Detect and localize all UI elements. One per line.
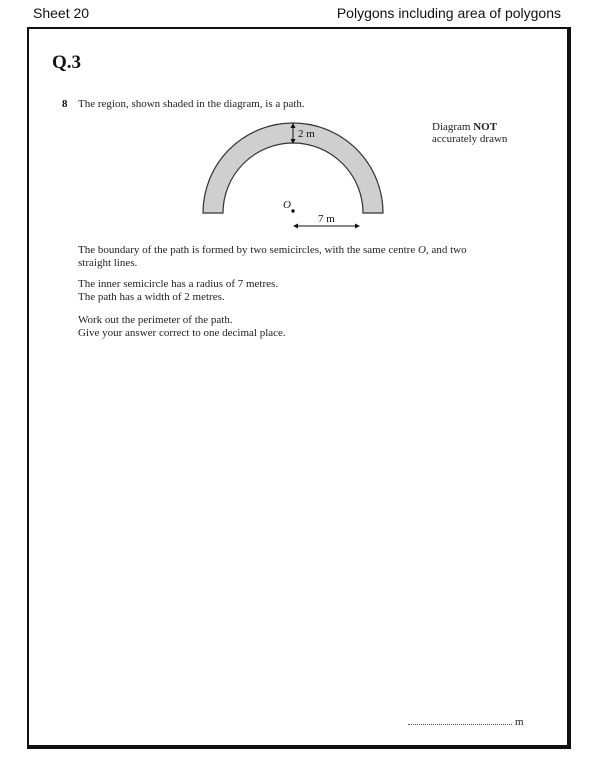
note-prefix: Diagram <box>432 121 474 133</box>
para2-line1: The inner semicircle has a radius of 7 metres. <box>78 278 279 290</box>
centre-point <box>291 209 294 212</box>
topic-title: Polygons including area of polygons <box>336 5 561 21</box>
question-intro: The region, shown shaded in the diagram, is a path. <box>78 98 305 110</box>
path-diagram <box>190 110 400 235</box>
sheet-label: Sheet 20 <box>33 5 90 21</box>
centre-label: O <box>283 199 291 211</box>
radius-arrow-head-right <box>355 224 360 229</box>
question-number: 8 <box>62 98 68 110</box>
diagram-note <box>432 121 507 145</box>
radius-label: 7 m <box>318 213 335 225</box>
para3-line1: Work out the perimeter of the path. <box>78 314 233 326</box>
paragraph-boundary <box>78 244 488 270</box>
para1-text-a: The boundary of the path is formed by two semicircles, with the same centre <box>78 244 418 256</box>
answer-dots[interactable] <box>408 724 512 725</box>
radius-arrow-head-left <box>293 224 298 229</box>
paragraph-dimensions <box>78 278 488 304</box>
question-label: Q.3 <box>52 52 82 73</box>
page-header <box>0 0 600 26</box>
answer-unit: m <box>515 716 524 728</box>
para1-text-b: , and two straight lines. <box>78 244 467 269</box>
note-not: NOT <box>473 121 498 133</box>
para2-line2: The path has a width of 2 metres. <box>78 291 225 303</box>
para3-line2: Give your answer correct to one decimal place. <box>78 327 286 339</box>
para1-centre: O <box>417 244 426 256</box>
width-label: 2 m <box>298 128 315 140</box>
paragraph-task <box>78 314 488 340</box>
note-line2: accurately drawn <box>432 133 508 145</box>
answer-line[interactable] <box>408 716 524 728</box>
